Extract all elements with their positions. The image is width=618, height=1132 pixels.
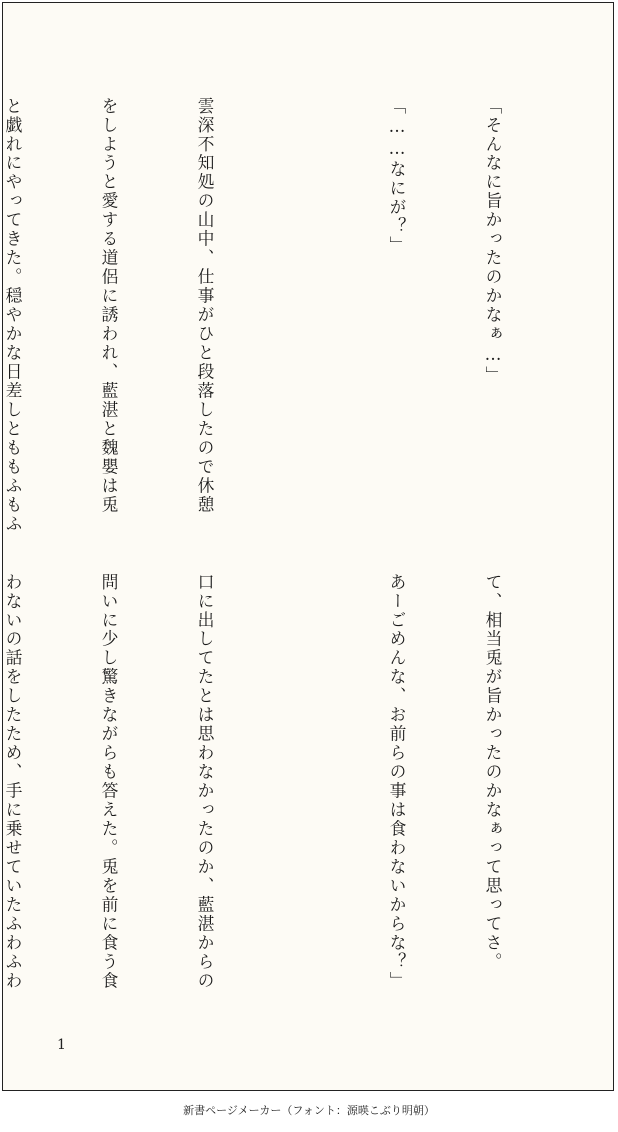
text-column: 口に出してたとは思わなかったのか、藍湛からの bbox=[195, 573, 215, 991]
text-column: て、相当兎が旨かったのかなぁって思ってさ。 bbox=[483, 573, 503, 972]
text-block-upper bbox=[0, 97, 573, 534]
text-column: 雲深不知処の山中、仕事がひと段落したので休憩 bbox=[195, 97, 215, 515]
novel-page bbox=[2, 2, 614, 1091]
text-column: と戯れにやってきた。穏やかな日差しとももふもふ bbox=[3, 97, 23, 534]
page-number: 1 bbox=[57, 1037, 66, 1053]
text-column: 問いに少し驚きながらも答えた。兎を前に食う食 bbox=[99, 573, 119, 991]
text-column: をしようと愛する道侶に誘われ、藍湛と魏嬰は兎 bbox=[99, 97, 119, 515]
footer-credit: 新書ページメーカー（フォント：源暎こぶり明朝） bbox=[183, 1104, 435, 1117]
text-column: わないの話をしたため、手に乗せていたふわふわ bbox=[3, 573, 23, 991]
text-column: 「……なにが？」 bbox=[387, 97, 407, 256]
text-column: あーごめんな、お前らの事は食わないからな？」 bbox=[387, 573, 407, 991]
text-column: 「そんなに旨かったのかなぁ…」 bbox=[483, 97, 503, 386]
text-column bbox=[285, 97, 317, 534]
text-block-lower bbox=[0, 573, 573, 1010]
text-column bbox=[285, 573, 317, 1010]
